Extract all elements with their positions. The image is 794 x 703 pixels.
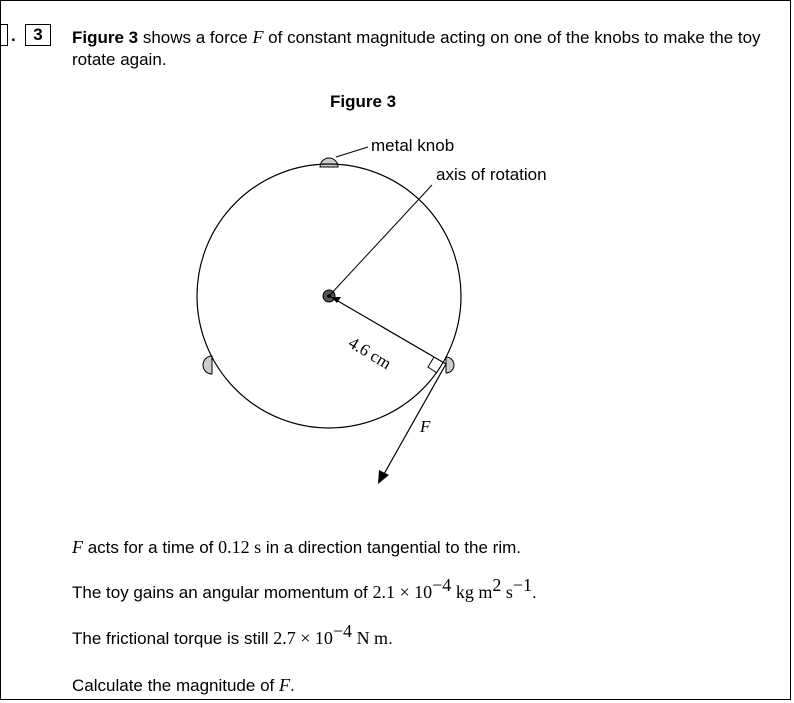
figure-reference: Figure 3 xyxy=(72,28,139,47)
knob-leader-line xyxy=(336,147,368,157)
force-arrow-line xyxy=(384,364,446,474)
label-axis-of-rotation: axis of rotation xyxy=(436,165,547,184)
intro-text: Figure 3 shows a force F of constant magnitude acting on one of the knobs to make the toy rotate again. xyxy=(72,27,761,69)
left-knob-icon xyxy=(203,356,212,374)
top-knob-icon xyxy=(320,158,338,167)
axis-leader-line xyxy=(329,185,432,296)
right-angle-marker xyxy=(428,357,437,373)
statement-frictional-torque: The frictional torque is still $2.7 \times 10^{-4}$ N m. xyxy=(72,621,393,648)
right-knob-icon xyxy=(446,357,454,373)
figure-title: Figure 3 xyxy=(330,92,397,111)
statement-time: F acts for a time of 0.12 s in a direction tangential to the rim. xyxy=(72,537,521,557)
label-force: F xyxy=(420,417,431,436)
statement-calculate: Calculate the magnitude of F. xyxy=(72,675,295,695)
label-radius: 4.6 cm xyxy=(345,333,395,374)
label-metal-knob: metal knob xyxy=(371,136,455,155)
question-number-separator: . xyxy=(11,26,16,45)
force-symbol: F xyxy=(252,27,264,47)
question-number-box-b: 3 xyxy=(25,24,51,46)
statement-angular-momentum: The toy gains an angular momentum of $2.1 \times 10^{-4}$ kg $m^2$ $s^{-1}$. xyxy=(72,575,537,602)
force-arrowhead-icon xyxy=(378,470,389,484)
